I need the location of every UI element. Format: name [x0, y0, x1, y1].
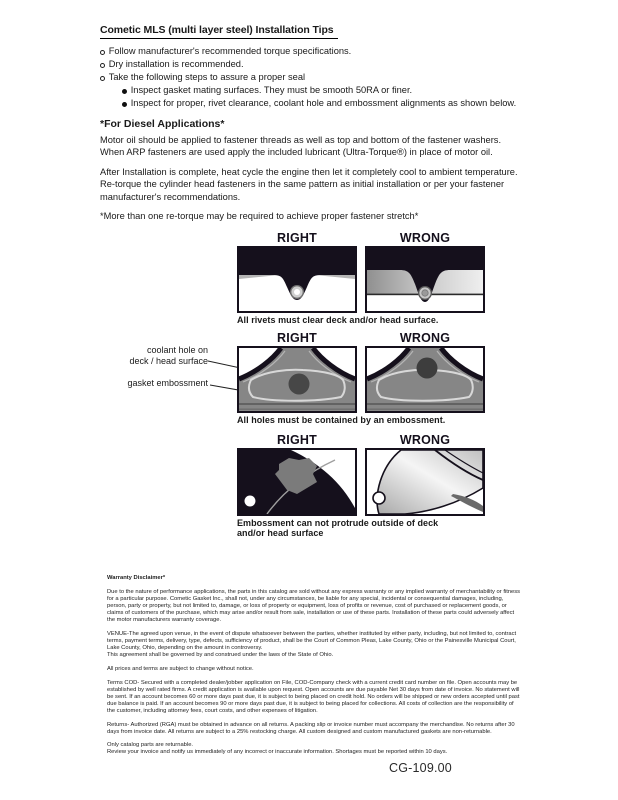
right-label: RIGHT [277, 331, 317, 345]
retorque-note: *More than one re-torque may be required to achieve proper fastener stretch* [100, 211, 419, 222]
paragraph: Motor oil should be applied to fastener threads as well as top and bottom of the fastener washers. When ARP fasteners are used apply the included lubricant (Ultra-Torque®) in place of motor oil. [100, 135, 502, 158]
embossment-protrusion-right-figure [237, 448, 357, 516]
dot-bullet-icon [122, 89, 127, 94]
wrong-label: WRONG [399, 331, 451, 345]
legal-paragraph: Review your invoice and notify us immediately of any incorrect or inaccurate information. Shortages must be reported within 10 days. [107, 749, 448, 756]
bullet-text: Inspect for proper, rivet clearance, coolant hole and embossment alignments as shown below. [130, 98, 517, 108]
gasket-embossment-label: gasket embossment [127, 378, 208, 388]
list-item [100, 71, 540, 84]
legal-paragraph: Only catalog parts are returnable. [107, 742, 194, 749]
wrong-label: WRONG [399, 231, 451, 245]
installation-tips-list [100, 45, 540, 110]
wrong-label: WRONG [399, 433, 451, 447]
paragraph: After Installation is complete, heat cycle the engine then let it completely cool to ambient temperature. Re-torque the cylinder head fasteners in the same pattern as initial installation or per your fastener manufacturer's recommendations. [100, 166, 518, 202]
caption-line: and/or head surface [237, 528, 324, 538]
list-item [122, 84, 540, 97]
embossment-protrusion-diagram-group [237, 433, 485, 538]
list-item [100, 58, 540, 71]
label-line: deck / head surface [129, 355, 208, 366]
embossment-containment-diagram-group [237, 331, 485, 425]
diesel-applications-section [100, 134, 524, 229]
bullet-text: Take the following steps to assure a proper seal [108, 72, 306, 82]
page-number: CG-109.00 [389, 761, 452, 775]
circle-bullet-icon [100, 76, 105, 81]
bullet-text: Dry installation is recommended. [108, 59, 244, 69]
embossment-containment-right-figure [237, 346, 357, 413]
rivet-clearance-right-figure [237, 246, 357, 313]
list-item [100, 45, 540, 58]
dot-bullet-icon [122, 102, 127, 107]
warranty-disclaimer-section [107, 575, 521, 763]
legal-paragraph: This agreement shall be governed by and construed under the laws of the State of Ohio. [107, 652, 334, 659]
embossment-protrusion-wrong-figure [365, 448, 485, 516]
rivet-clearance-diagram-group [237, 231, 485, 325]
embossment-containment-wrong-figure [365, 346, 485, 413]
legal-paragraph: Terms COD- Secured with a completed dealer/jobber application on File, COD-Company check with a current credit card number on file. Open accounts may be established by well rated firms. A credit application is available upon request. Open accounts are due payable Net 30 days from date of invoice. No statement will be sent. If an account becomes 60 or more days past due, it is subject to being placed on credit hold. No orders will be shipped or new orders accepted until past due balance is paid. If an account becomes 90 or more days past due, it is subject to being placed for collections. All costs of collection are the responsibility of the customer, including attorney fees, court costs, and other expenses of litigation. [107, 679, 520, 714]
warranty-disclaimer-heading: Warranty Disclaimer* [107, 575, 166, 581]
label-line: coolant hole on [146, 345, 208, 355]
diagram-caption: All holes must be contained by an embossment. [237, 415, 446, 425]
diagram-caption [237, 518, 485, 538]
rivet-clearance-wrong-figure [365, 246, 485, 313]
bullet-text: Follow manufacturer's recommended torque specifications. [108, 46, 352, 56]
legal-paragraph: Returns- Authorized (RGA) must be obtained in advance on all returns. A packing slip or invoice number must accompany the merchandise. No returns after 30 days from invoice date. All returns are subject to a 25% restocking charge. All custom designed and custom manufactured gaskets are non-returnable. [107, 721, 515, 735]
diesel-applications-heading: *For Diesel Applications* [100, 118, 225, 130]
circle-bullet-icon [100, 63, 105, 68]
bullet-text: Inspect gasket mating surfaces. They must be smooth 50RA or finer. [130, 85, 413, 95]
diagram-caption: All rivets must clear deck and/or head surface. [237, 315, 439, 325]
legal-paragraph: All prices and terms are subject to change without notice. [107, 665, 254, 672]
legal-paragraph: Due to the nature of performance applications, the parts in this catalog are sold without any express warranty or any implied warranty of merchantability or fitness for a particular purpose. Cometic Gasket Inc., shall not, under any circumstances, be liable for any special, incidental or consequential damages, including, person, party or property, but not limited to, damage, or loss of property or equipment, loss of profits or revenue, cost of purchased or replacement goods, or claims of customers of the purchase, which may arise and/or result from sale, installation or use of these parts. Installation of these parts could adversely affect the motor manufacturers warranty coverage. [107, 589, 521, 624]
page-title: Cometic MLS (multi layer steel) Installation Tips [100, 24, 338, 39]
caption-line: Embossment can not protrude outside of deck [237, 518, 439, 528]
legal-paragraph: VENUE-The agreed upon venue, in the event of dispute whatsoever between the parties, whether instituted by either party, including, but not limited to, contract terms, payment terms, delivery, type, defects, sufficiency of product, shall be the Court of Common Pleas, Lake County, Ohio or the Painesville Municipal Court, Lake County, Ohio, depending on the amount in controversy. [107, 631, 517, 652]
right-label: RIGHT [277, 231, 317, 245]
right-label: RIGHT [277, 433, 317, 447]
circle-bullet-icon [100, 50, 105, 55]
list-item [122, 97, 540, 110]
coolant-hole-label [88, 345, 208, 367]
